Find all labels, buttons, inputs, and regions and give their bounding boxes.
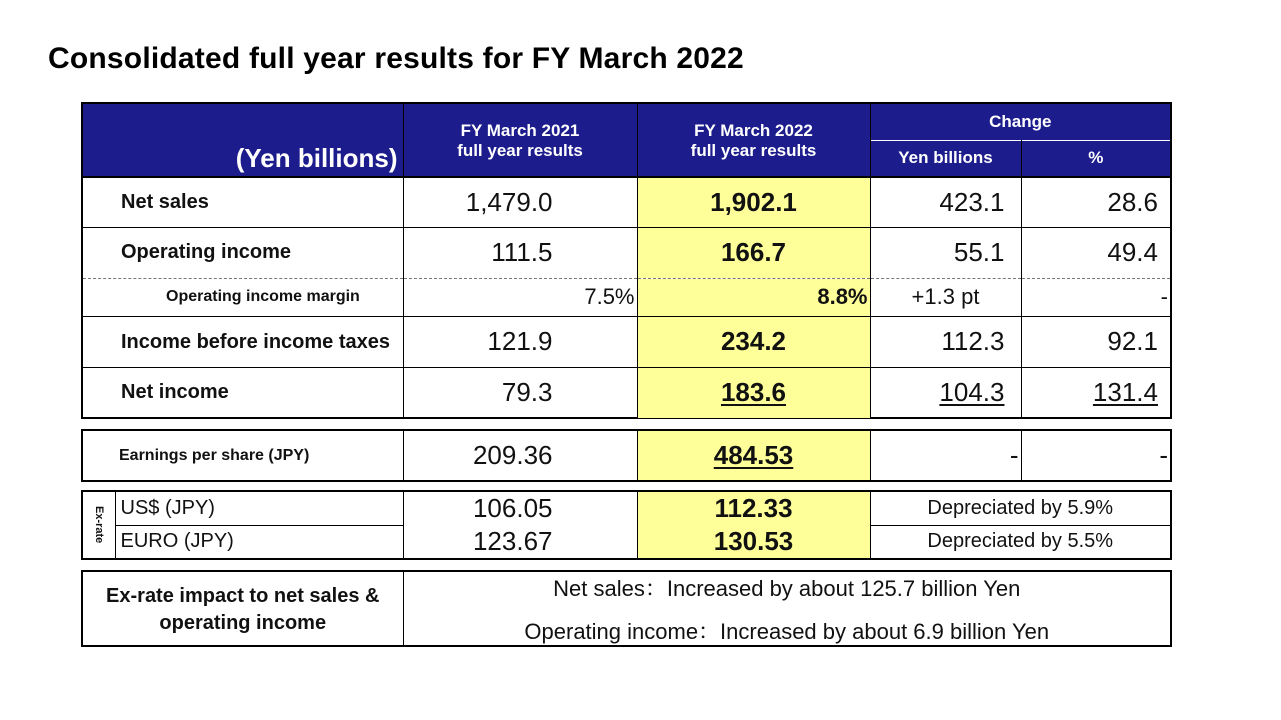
prev-value: 121.9 — [403, 316, 637, 367]
prev-year-header — [403, 104, 637, 177]
prev-value: 79.3 — [403, 367, 637, 418]
eps-label: Earnings per share (JPY) — [83, 431, 403, 480]
curr-year-title: FY March 2022 — [694, 121, 813, 140]
eps-change-pct: - — [1159, 440, 1168, 470]
impact-label-line2: operating income — [159, 612, 327, 634]
table-row — [83, 316, 1170, 367]
eps-prev-value: 209.36 — [403, 431, 637, 480]
change-yen-value — [870, 367, 1021, 418]
eps-curr-value — [637, 431, 870, 480]
eps-curr-text: 484.53 — [713, 440, 794, 470]
eur-change-note: Depreciated by 5.5% — [870, 525, 1170, 558]
usd-curr-value: 112.33 — [637, 492, 870, 525]
change-pct-value: 92.1 — [1021, 316, 1170, 367]
prev-value: 111.5 — [403, 227, 637, 278]
prev-year-title: FY March 2021 — [460, 121, 580, 140]
curr-value: 234.2 — [637, 316, 870, 367]
change-yen-value: +1.3 pt — [870, 278, 1021, 316]
impact-net-sales: Net sales：Increased by about 125.7 billion Yen — [553, 576, 1021, 601]
prev-value: 1,479.0 — [403, 177, 637, 227]
change-header: Change — [870, 104, 1170, 140]
impact-label-line1: Ex-rate impact to net sales & — [106, 585, 380, 607]
eur-label: EURO (JPY) — [115, 525, 403, 558]
change-pct-value: 49.4 — [1021, 227, 1170, 278]
row-label: Operating income margin — [83, 278, 403, 316]
ex-rate-label: Ex-rate — [83, 492, 115, 558]
prev-year-subtitle: full year results — [457, 141, 583, 160]
table-row — [83, 278, 1170, 316]
change-pct-value: 28.6 — [1021, 177, 1170, 227]
change-pct-value: - — [1021, 278, 1170, 316]
curr-value: 166.7 — [637, 227, 870, 278]
change-yen-value: 112.3 — [870, 316, 1021, 367]
page-title: Consolidated full year results for FY March 2022 — [48, 42, 744, 75]
impact-operating-income: Operating income：Increased by about 6.9 billion Yen — [524, 619, 1050, 644]
curr-year-subtitle: full year results — [690, 141, 817, 160]
row-label: Net income — [83, 367, 403, 418]
row-label: Operating income — [83, 227, 403, 278]
ex-rate-impact-table — [81, 570, 1172, 647]
prev-value: 7.5% — [403, 278, 637, 316]
table-row — [83, 367, 1170, 418]
eps-change-yen: - — [870, 431, 1021, 480]
row-label: Net sales — [83, 177, 403, 227]
usd-prev-value: 106.05 — [403, 492, 637, 525]
change-pct-header: % — [1021, 140, 1170, 177]
impact-details — [403, 572, 1170, 646]
curr-value-text: 183.6 — [720, 377, 787, 408]
curr-year-header — [637, 104, 870, 177]
results-table — [81, 102, 1172, 419]
table-row — [83, 227, 1170, 278]
curr-value: 1,902.1 — [637, 177, 870, 227]
change-yen-header: Yen billions — [870, 140, 1021, 177]
eur-curr-value: 130.53 — [637, 525, 870, 558]
curr-value: 8.8% — [637, 278, 870, 316]
eur-prev-value: 123.67 — [403, 525, 637, 558]
change-pct-text: 131.4 — [1092, 377, 1158, 408]
usd-label: US$ (JPY) — [115, 492, 403, 525]
change-yen-value: 423.1 — [870, 177, 1021, 227]
change-yen-text: 104.3 — [939, 377, 1005, 408]
table-row — [83, 177, 1170, 227]
change-pct-value — [1021, 367, 1170, 418]
eps-table — [81, 429, 1172, 482]
usd-change-note: Depreciated by 5.9% — [927, 496, 1114, 519]
unit-label: (Yen billions) — [83, 104, 403, 177]
row-label: Income before income taxes — [83, 316, 403, 367]
change-yen-value: 55.1 — [870, 227, 1021, 278]
curr-value — [637, 367, 870, 418]
impact-label — [83, 572, 403, 646]
exchange-rate-table — [81, 490, 1172, 560]
